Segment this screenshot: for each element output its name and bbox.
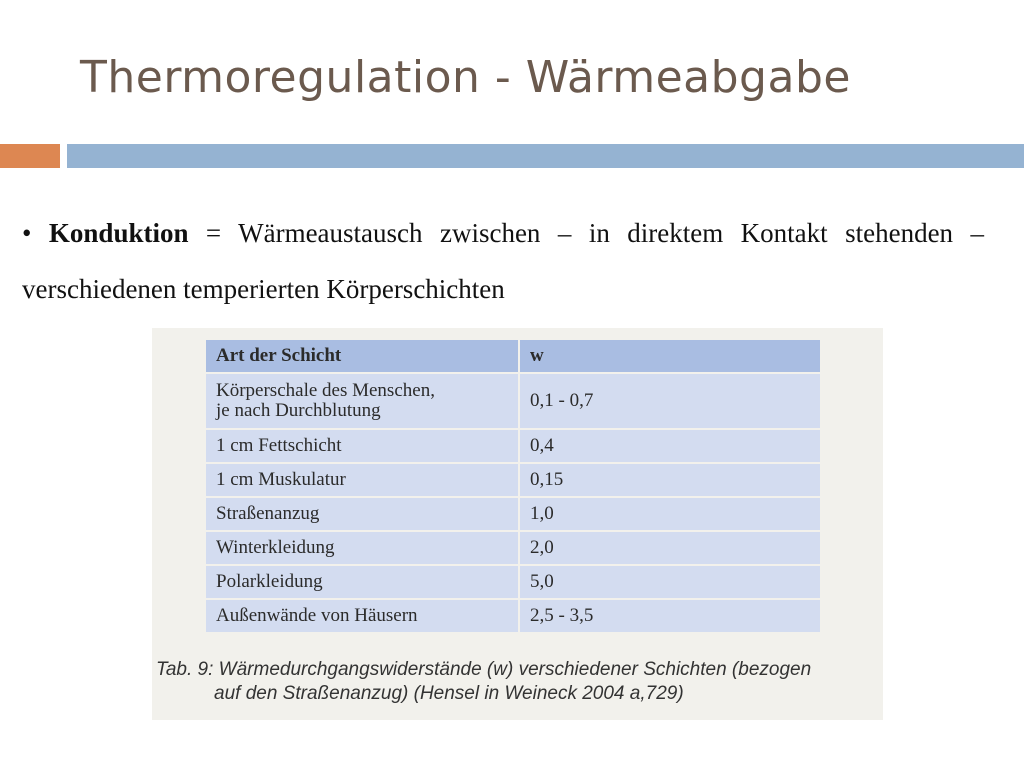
bullet-konduktion (22, 205, 984, 317)
slide-title: Thermoregulation - Wärmeabgabe (80, 52, 851, 103)
header-w: w (519, 339, 821, 373)
cell-w: 5,0 (519, 565, 821, 599)
accent-bar-orange (0, 144, 60, 168)
cell-layer: Polarkleidung (205, 565, 519, 599)
cell-w: 2,5 - 3,5 (519, 599, 821, 633)
table-row (205, 373, 821, 429)
table-row (205, 497, 821, 531)
cell-w: 1,0 (519, 497, 821, 531)
cell-layer: 1 cm Muskulatur (205, 463, 519, 497)
cell-w: 2,0 (519, 531, 821, 565)
cell-layer: Straßenanzug (205, 497, 519, 531)
cell-w: 0,15 (519, 463, 821, 497)
caption-line2: auf den Straßenanzug) (Hensel in Weineck 2004 a,729) (214, 683, 684, 704)
table-row (205, 565, 821, 599)
cell-layer: Winterkleidung (205, 531, 519, 565)
table-row (205, 531, 821, 565)
cell-w: 0,4 (519, 429, 821, 463)
table-row (205, 463, 821, 497)
cell-layer-line2: je nach Durchblutung (216, 400, 381, 421)
cell-layer: Außenwände von Häusern (205, 599, 519, 633)
table-scan-image (152, 328, 883, 720)
cell-layer (205, 373, 519, 429)
table-row (205, 599, 821, 633)
cell-layer: 1 cm Fettschicht (205, 429, 519, 463)
table-caption (156, 658, 876, 706)
bullet-definition: = Wärmeaustausch zwischen – in direktem Kontakt stehenden – verschiedenen temperierten Körperschichten (22, 218, 984, 304)
caption-line1: Tab. 9: Wärmedurchgangswiderstände (w) verschiedener Schichten (bezogen (156, 659, 812, 680)
table-header-row (205, 339, 821, 373)
bullet-dot: • (22, 218, 49, 248)
resistance-table (204, 338, 822, 634)
cell-layer-line1: Körperschale des Menschen, (216, 380, 435, 401)
cell-w: 0,1 - 0,7 (519, 373, 821, 429)
accent-bar-blue (67, 144, 1024, 168)
header-layer: Art der Schicht (205, 339, 519, 373)
bullet-term: Konduktion (48, 218, 189, 248)
table-row (205, 429, 821, 463)
